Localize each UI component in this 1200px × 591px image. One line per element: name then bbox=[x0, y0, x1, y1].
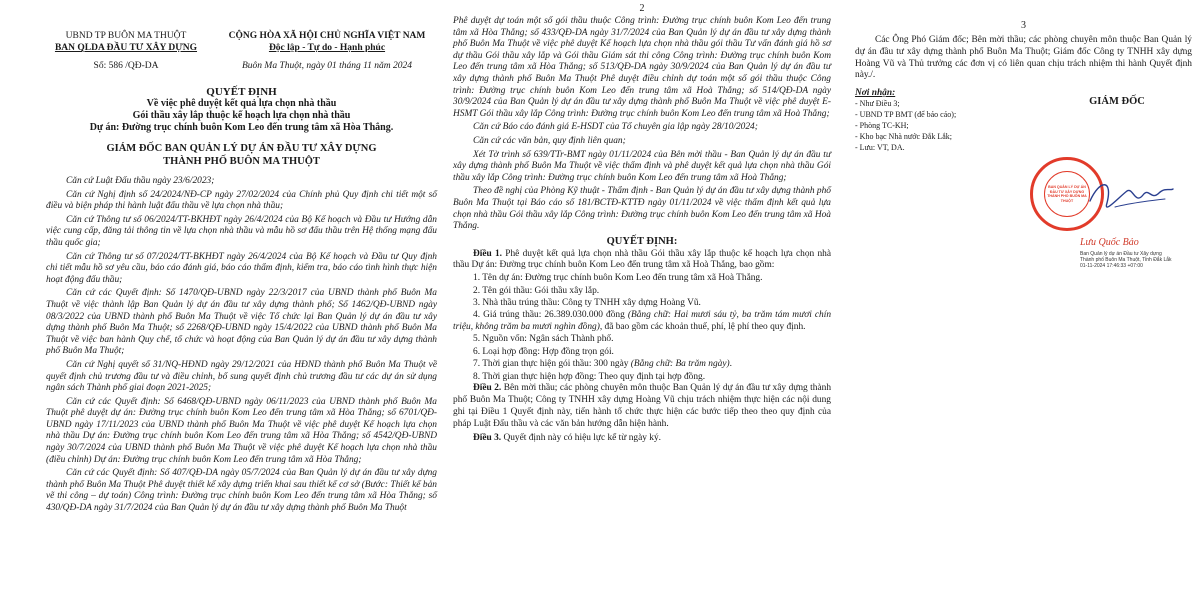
legal-bases bbox=[46, 176, 437, 515]
page-3 bbox=[835, 0, 1200, 591]
list-item: 6. Loại hợp đồng: Hợp đồng trọn gói. bbox=[473, 346, 614, 357]
article-3 bbox=[453, 433, 831, 445]
article-text: Phê duyệt kết quả lựa chọn nhà thầu Gói thầu xây lắp thuộc kế hoạch lựa chọn nhà thầu Dự án: Đường trục chính buôn Kom Leo đến trung tâm xã Hoà Thắng, bao gồm: bbox=[453, 248, 831, 271]
legal-basis: Xét Tờ trình số 639/TTr-BMT ngày 01/11/2024 của Bên mời thầu - Ban Quản lý dự án đầu tư xây dựng thành phố Buôn Ma Thuột về việc thẩm định và phê duyệt kết quả lựa chọn nhà thầu Gói thầu xây lắp Công trình: Đường trục chính buôn Kom Leo đến trung tâm xã Hoà Thắng; bbox=[453, 149, 831, 183]
article-label: Điều 2. bbox=[473, 383, 502, 394]
article-label: Điều 3. bbox=[473, 432, 502, 443]
document-header bbox=[46, 30, 437, 72]
recipient-item: - Kho bạc Nhà nước Đắk Lắk; bbox=[855, 132, 952, 142]
document-date: Buôn Ma Thuột, ngày 01 tháng 11 năm 2024 bbox=[241, 61, 413, 71]
duration-value: 7. Thời gian thực hiện gói thầu: 300 ngày bbox=[473, 359, 629, 370]
issuer-block bbox=[46, 30, 206, 72]
price-note: , đã bao gồm các khoản thuế, phí, lệ phí theo quy định. bbox=[599, 321, 806, 332]
legal-basis: Căn cứ Báo cáo đánh giá E-HSDT của Tổ chuyên gia lập ngày 28/10/2024; bbox=[473, 122, 758, 133]
director-line: THÀNH PHỐ BUÔN MA THUỘT bbox=[163, 156, 320, 167]
decision-heading: QUYẾT ĐỊNH: bbox=[606, 235, 678, 247]
list-item: 2. Tên gói thầu: Gói thầu xây lắp. bbox=[473, 285, 600, 296]
page-2 bbox=[445, 0, 835, 591]
legal-basis: Căn cứ Nghị quyết số 31/NQ-HĐND ngày 29/12/2021 của HĐND thành phố Buôn Ma Thuột về quyết định chủ trương đầu tư và điều chỉnh, bổ sung quyết định chủ trương đầu tư các dự án sử dụng ngân sách Thành phố giai đoạn 2021-2025; bbox=[46, 359, 437, 394]
list-item: 5. Nguồn vốn: Ngân sách Thành phố. bbox=[473, 334, 614, 345]
digital-signature-info bbox=[1080, 251, 1192, 269]
page-number: 3 bbox=[1021, 20, 1026, 31]
list-item-duration bbox=[453, 358, 831, 371]
seal-text: BAN QUẢN LÝ DỰ ÁN ĐẦU TƯ XÂY DỰNG THÀNH PHỐ BUÔN MA THUỘT bbox=[1047, 185, 1087, 203]
page-number: 2 bbox=[639, 3, 645, 14]
price-value: 4. Giá trúng thầu: 26.389.030.000 đồng bbox=[473, 309, 625, 320]
esign-line: Thành phố Buôn Ma Thuột, Tỉnh Đắk Lắk bbox=[1080, 257, 1172, 264]
handwritten-signature bbox=[1085, 171, 1175, 221]
page-1 bbox=[0, 0, 445, 591]
recipient-item: - UBND TP BMT (để báo cáo); bbox=[855, 110, 957, 120]
subtitle-line: Dự án: Đường trục chính buôn Kom Leo đến trung tâm xã Hòa Thắng. bbox=[89, 122, 394, 133]
legal-basis: Căn cứ Thông tư số 07/2024/TT-BKHĐT ngày 26/4/2024 của Bộ Kế hoạch và Đầu tư Quy định chi tiết mẫu hồ sơ yêu cầu, báo cáo đánh giá, báo cáo thẩm định, kiểm tra, báo cáo tình hình thực hiện hoạt động đấu thầu; bbox=[46, 251, 437, 285]
national-heading bbox=[217, 30, 437, 72]
execution-clause: Các Ông Phó Giám đốc; Bên mời thầu; các phòng chuyên môn thuộc Ban Quản lý dự án đầu tư xây dựng thành phố Buôn Ma Thuột; Giám đốc Công ty TNHH xây dựng Hoàng Vũ và Thủ trưởng các đơn vị có liên quan chịu trách nhiệm thi hành Quyết định này./. bbox=[855, 35, 1192, 81]
legal-basis: Căn cứ Thông tư số 06/2024/TT-BKHĐT ngày 26/4/2024 của Bộ Kế hoạch và Đầu tư Hướng dẫn việc cung cấp, đăng tải thông tin về lựa chọn nhà thầu và mẫu hồ sơ đấu thầu trên Hệ thống mạng đấu thầu quốc gia; bbox=[46, 214, 437, 248]
issuer-parent: UBND TP BUÔN MA THUỘT bbox=[65, 31, 187, 41]
director-line: GIÁM ĐỐC BAN QUẢN LÝ DỰ ÁN ĐẦU TƯ XÂY DỰNG bbox=[106, 143, 377, 154]
document-number: Số: 586 /QĐ-DA bbox=[93, 61, 159, 71]
legal-basis-continuation: Phê duyệt dự toán một số gói thầu thuộc Công trình: Đường trục chính buôn Kom Leo đến trung tâm xã Hòa Thắng; số 433/QĐ-DA ngày 31/7/2024 của Ban Quản lý dự án đầu tư xây dựng thành phố Buôn Ma Thuột về việc phê duyệt Kế hoạch lựa chọn nhà thầu gói thầu Tư vấn đánh giá hồ sơ dự thầu Gói thầu xây lắp và Gói thầu Giám sát thi công Công trình: Đường trục chính buôn Kom Leo đến trung tâm xã Hòa Thắng; số 513/QĐ-DA ngày 30/9/2024 của Ban Quản lý dự án đầu tư xây dựng thành phố Buôn Ma Thuột Phê duyệt điều chỉnh dự toán một số gói thầu thuộc Công trình: Đường trục chính buôn Kom Leo đến trung tâm xã Hoà Thắng; số 514/QĐ-DA ngày 30/9/2024 của Ban Quản lý dự án đầu tư xây dựng thành phố Buôn Ma Thuột về việc phê duyệt E-HSMT Gói thầu xây lắp Công trình: Đường trục chính buôn Kom Leo đến trung tâm xã Hoà Thắng; bbox=[453, 16, 831, 119]
director-heading bbox=[46, 142, 437, 168]
legal-basis: Căn cứ Luật Đấu thầu ngày 23/6/2023; bbox=[66, 176, 215, 186]
recipient-item: - Như Điều 3; bbox=[855, 99, 900, 109]
subtitle-line: Về việc phê duyệt kết quả lựa chọn nhà thầu bbox=[146, 98, 337, 109]
signer-title: GIÁM ĐỐC bbox=[1089, 96, 1145, 108]
country-motto: Độc lập - Tự do - Hạnh phúc bbox=[268, 43, 386, 53]
issuer-name: BAN QLDA ĐẦU TƯ XÂY DỰNG bbox=[54, 43, 198, 53]
list-item: 8. Thời gian thực hiện hợp đồng: Theo quy định tại hợp đồng. bbox=[473, 371, 706, 382]
seal-center bbox=[1044, 171, 1090, 217]
list-item: 1. Tên dự án: Đường trục chính buôn Kom Leo đến trung tâm xã Hoà Thắng. bbox=[473, 273, 763, 284]
legal-basis: Căn cứ các Quyết định: Số 407/QĐ-DA ngày 05/7/2024 của Ban Quản lý dự án đầu tư xây dựng thành phố Buôn Ma Thuột Phê duyệt thiết kế xây dựng triển khai sau thiết kế cơ sở (Bước: Thiết kế bản vẽ thi công – dự toán) Công trình: Đường trục chính buôn Kom Leo đến trung tâm xã Hòa Thắng; số 430/QĐ-DA ngày 31/7/2024 của Ban Quản lý dự án đầu tư xây dựng thành phố Buôn Ma Thuột bbox=[46, 468, 437, 514]
list-item-price bbox=[453, 310, 831, 334]
article-label: Điều 1. bbox=[473, 248, 503, 259]
country-name: CỘNG HÒA XÃ HỘI CHỦ NGHĨA VIỆT NAM bbox=[228, 31, 426, 41]
recipients-block bbox=[855, 88, 1020, 153]
price-in-words: (Bằng chữ: Hai mươi sáu tỷ, ba trăm tám mươi chín triệu, không trăm ba mươi nghìn đồng) bbox=[453, 309, 832, 332]
duration-in-words: (Bằng chữ: Ba trăm ngày) bbox=[630, 359, 730, 370]
document-subtitle bbox=[46, 98, 437, 134]
duration-end: . bbox=[729, 359, 732, 370]
esign-line: 01-11-2024 17:46:33 +07:00 bbox=[1080, 263, 1143, 270]
document-title: QUYẾT ĐỊNH bbox=[206, 86, 277, 98]
legal-basis: Căn cứ các Quyết định: Số 6468/QĐ-UBND ngày 06/11/2023 của UBND thành phố Buôn Ma Thuột phê duyệt dự án: Đường trục chính buôn Kom Leo đến trung tâm xã Hòa Thắng; số 6701/QĐ-UBND ngày 17/11/2023 của UBND thành phố Buôn Ma Thuột về việc phê duyệt Kế hoạch lựa chọn nhà thầu Dự án: Đường trục chính buôn Kom Leo đến trung tâm xã Hòa Thắng; số 4542/QĐ-UBND ngày 30/7/2024 của UBND thành phố Buôn Ma Thuột về việc phê duyệt Kế hoạch lựa chọn nhà thầu (điều chỉnh) Dự án: Đường trục chính buôn Kom Leo đến trung tâm xã Hòa Thắng; bbox=[46, 396, 437, 465]
stamp-signature-area bbox=[855, 157, 1192, 247]
legal-basis: Căn cứ Nghị định số 24/2024/NĐ-CP ngày 27/02/2024 của Chính phủ Quy định chi tiết một số điều và biện pháp thi hành luật đấu thầu về lựa chọn nhà thầu; bbox=[46, 189, 437, 212]
signer-block bbox=[1042, 88, 1192, 153]
legal-basis: Căn cứ các Quyết định: Số 1470/QĐ-UBND ngày 22/3/2017 của UBND thành phố Buôn Ma Thuột về việc thành lập Ban Quản lý dự án đầu tư xây dựng thành phố; Số 1462/QĐ-UBND ngày 08/3/2022 của UBND thành phố Buôn Ma Thuột về việc Tổ chức lại Ban Quản lý dự án đầu tư xây dựng thành phố Buôn Ma Thuột; số 2268/QĐ-UBND ngày 15/4/2022 của UBND thành phố Buôn Ma Thuột về việc ban hành Quy chế, tổ chức và hoạt động của Ban Quản lý dự án đầu tư xây dựng thành phố Buôn Ma Thuột; bbox=[46, 288, 437, 357]
article-2 bbox=[453, 383, 831, 430]
recipients-label: Nơi nhận: bbox=[855, 88, 896, 99]
legal-basis: Căn cứ các văn bản, quy định liên quan; bbox=[473, 135, 626, 146]
signer-name: Lưu Quốc Bảo bbox=[1080, 237, 1139, 249]
esign-line: Ban Quản lý dự án Đầu tư Xây dựng bbox=[1080, 251, 1162, 258]
recipient-item: - Lưu: VT, DA. bbox=[855, 143, 905, 153]
subtitle-line: Gói thầu xây lắp thuộc kế hoạch lựa chọn nhà thầu bbox=[132, 110, 351, 121]
recipient-item: - Phòng TC-KH; bbox=[855, 121, 909, 131]
article-text: Bên mời thầu; các phòng chuyên môn thuộc Ban Quản lý dự án đầu tư xây dựng thành phố Buôn Ma Thuột; Công ty TNHH xây dựng Hoàng Vũ chịu trách nhiệm thực hiện các nội dung ghi tại Điều 1 Quyết định này, tiến hành tổ chức thực hiện các bước tiếp theo theo quy định của pháp Luật Đấu thầu và các văn bản hướng dẫn hiện hành. bbox=[453, 383, 832, 429]
article-1 bbox=[453, 249, 831, 273]
legal-basis: Theo đề nghị của Phòng Kỹ thuật - Thẩm định - Ban Quản lý dự án đầu tư xây dựng thành phố Buôn Ma Thuột tại Báo cáo số 181/BCTĐ-KTTĐ ngày 01/11/2024 về việc thẩm định kết quả lựa chọn nhà thầu Gói thầu xây lắp Công trình: Đường trục chính buôn Kom Leo đến trung tâm xã Hoà Thắng. bbox=[453, 186, 831, 232]
article-text: Quyết định này có hiệu lực kể từ ngày ký. bbox=[503, 432, 661, 443]
list-item: 3. Nhà thầu trúng thầu: Công ty TNHH xây dựng Hoàng Vũ. bbox=[473, 298, 701, 309]
signature-area bbox=[855, 88, 1192, 153]
